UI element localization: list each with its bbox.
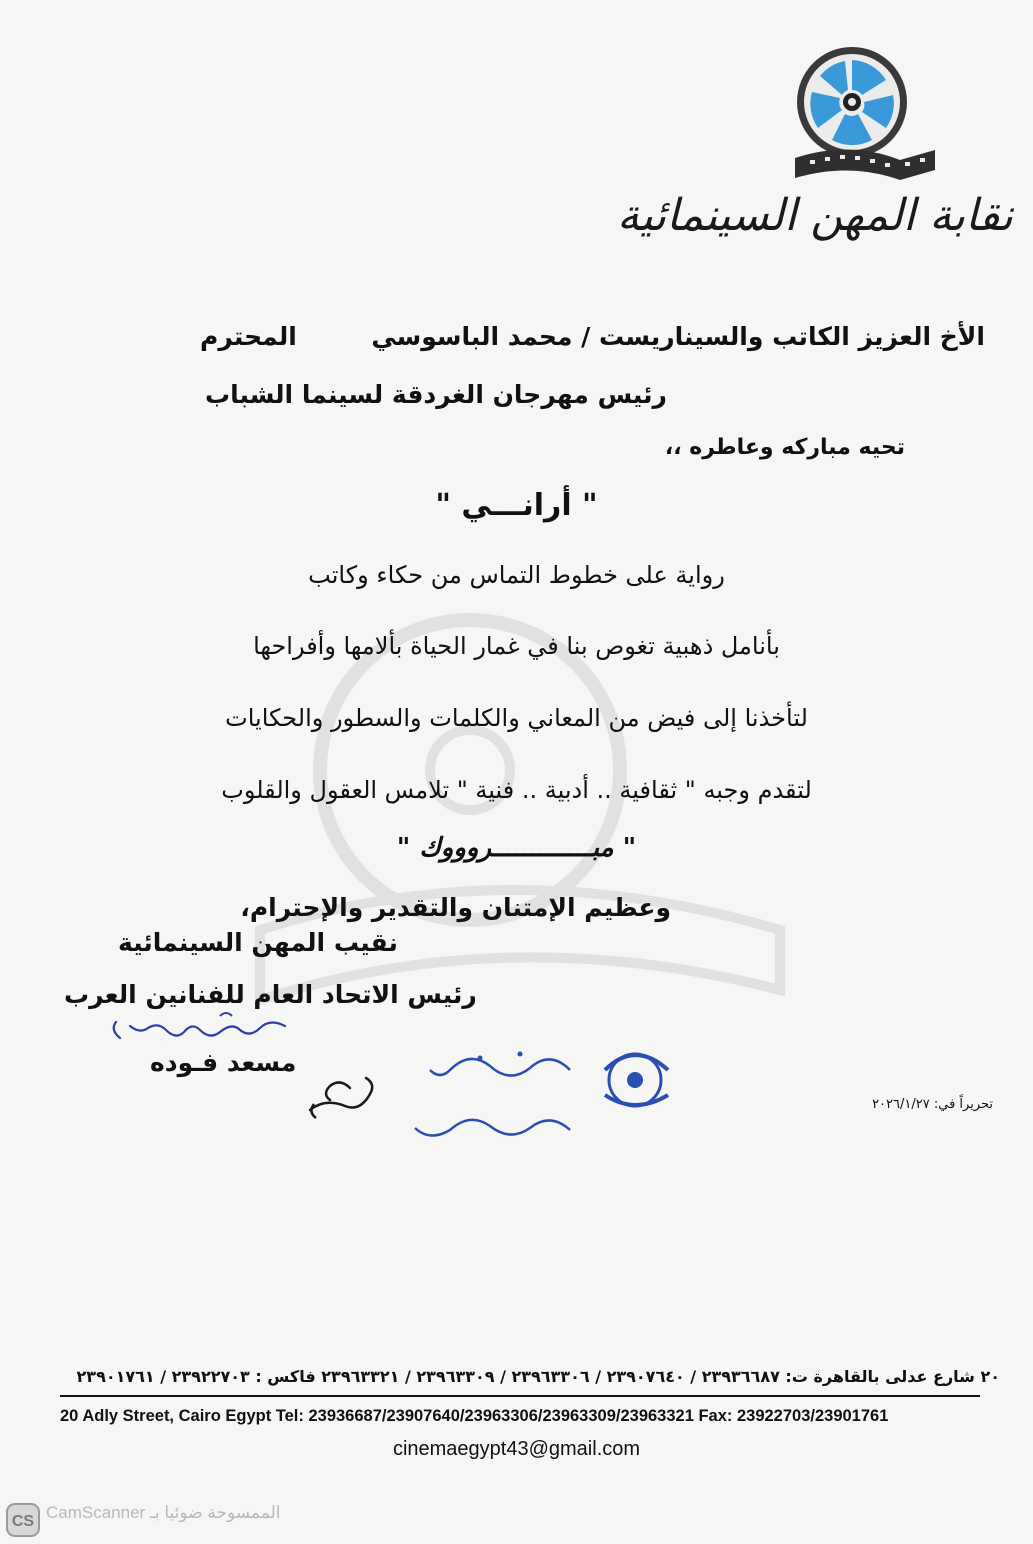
footer-email[interactable]: cinemaegypt43@gmail.com <box>392 1438 641 1460</box>
body-line-3: لتأخذنا إلى فيض من المعاني والكلمات والسطور والحكايات <box>225 704 808 732</box>
handwritten-mark-icon <box>300 1058 390 1128</box>
addressee-line: الأخ العزيز الكاتب والسيناريست / محمد الباسوسي <box>371 322 985 351</box>
body-line-1: رواية على خطوط التماس من حكاء وكاتب <box>308 561 725 589</box>
background-watermark-icon <box>240 600 800 1020</box>
book-title: " أرانـــي " <box>435 488 598 523</box>
handwritten-signature-icon <box>100 1008 300 1058</box>
footer-address-arabic: ٢٠ شارع عدلى بالقاهرة ت: ٢٣٩٣٦٦٨٧ / ٢٣٩٠٧٦٤٠ / ٢٣٩٦٣٣٠٦ / ٢٣٩٦٣٣٠٩ / ٢٣٩٦٣٣٢١ فاكس : ٢٣٩٢٢٧٠٣ / ٢٣٩٠١٧٦١ <box>76 1367 1000 1386</box>
body-line-2: بأنامل ذهبية تغوص بنا في غمار الحياة بألامها وأفراحها <box>253 632 780 660</box>
footer-divider <box>60 1395 980 1397</box>
body-line-4: لتقدم وجبه " ثقافية .. أدبية .. فنية " تلامس العقول والقلوب <box>221 776 812 804</box>
date-line: تحريراً في: ٢٠٢٦/١/٢٧ <box>872 1097 993 1112</box>
respect-word: المحترم <box>200 322 297 351</box>
addressee-title: رئيس مهرجان الغردقة لسينما الشباب <box>205 380 667 409</box>
signatory-name: مسعد فـوده <box>150 1048 297 1077</box>
film-reel-logo-icon <box>790 40 940 190</box>
closing-line: وعظيم الإمتنان والتقدير والإحترام، <box>240 893 671 922</box>
camscanner-caption: الممسوحة ضوئيا بـ CamScanner <box>46 1503 281 1522</box>
union-stamp-icon <box>400 1040 700 1150</box>
signatory-role-1: نقيب المهن السينمائية <box>118 928 398 957</box>
congratulations-line: " مبـــــــــــــروووك " <box>396 833 637 863</box>
org-logo-wordmark: نقابة المهن السينمائية <box>617 190 1013 241</box>
greeting-line: تحيه مباركه وعاطره ،، <box>664 435 905 460</box>
camscanner-logo-icon: CS <box>6 1503 40 1537</box>
footer-address-english: 20 Adly Street, Cairo Egypt Tel: 23936687/23907640/23963306/23963309/23963321 Fax: 23922703/23901761 <box>60 1407 889 1425</box>
signatory-role-2: رئيس الاتحاد العام للفنانين العرب <box>64 980 477 1009</box>
